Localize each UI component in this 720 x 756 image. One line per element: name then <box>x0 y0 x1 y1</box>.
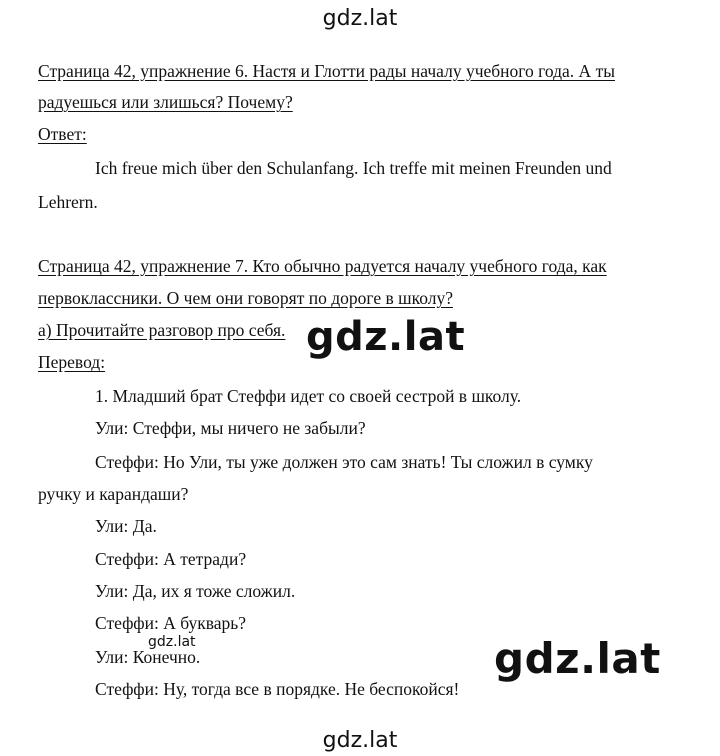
exercise7-question-line1: Страница 42, упражнение 7. Кто обычно радуется началу учебного года, как <box>38 256 607 276</box>
exercise6-answer-line1: Ich freue mich über den Schulanfang. Ich treffe mit meinen Freunden und <box>95 158 612 178</box>
translation-line: 1. Младший брат Стеффи идет со своей сестрой в школу. <box>95 386 522 406</box>
translation-label: Перевод: <box>38 352 106 372</box>
watermark-bottom: gdz.lat <box>322 728 398 753</box>
translation-line: Ули: Да, их я тоже сложил. <box>95 581 296 601</box>
translation-line: Стеффи: Ну, тогда все в порядке. Не беспокойся! <box>95 679 460 699</box>
exercise7-subtask: а) Прочитайте разговор про себя. <box>38 320 286 340</box>
watermark-top: gdz.lat <box>322 6 398 31</box>
exercise7-question-line2: первоклассники. О чем они говорят по дороге в школу? <box>38 288 453 308</box>
translation-line: Ули: Да. <box>95 516 157 536</box>
translation-line: Ули: Конечно. <box>95 647 201 667</box>
translation-line: Стеффи: Но Ули, ты уже должен это сам знать! Ты сложил в сумку <box>95 452 593 472</box>
watermark-big-right: gdz.lat <box>494 634 661 683</box>
translation-line: Ули: Стеффи, мы ничего не забыли? <box>95 418 366 438</box>
watermark-middle: gdz.lat <box>306 314 466 360</box>
exercise6-answer-label: Ответ: <box>38 124 87 144</box>
translation-line: ручку и карандаши? <box>38 484 189 504</box>
translation-line: Стеффи: А букварь? <box>95 613 247 633</box>
exercise6-question-line2: радуешься или злишься? Почему? <box>38 92 293 112</box>
watermark-small: gdz.lat <box>148 634 196 650</box>
translation-line: Стеффи: А тетради? <box>95 549 247 569</box>
exercise6-question-line1: Страница 42, упражнение 6. Настя и Глотти рады началу учебного года. А ты <box>38 61 615 81</box>
exercise6-answer-line2: Lehrern. <box>38 192 98 212</box>
